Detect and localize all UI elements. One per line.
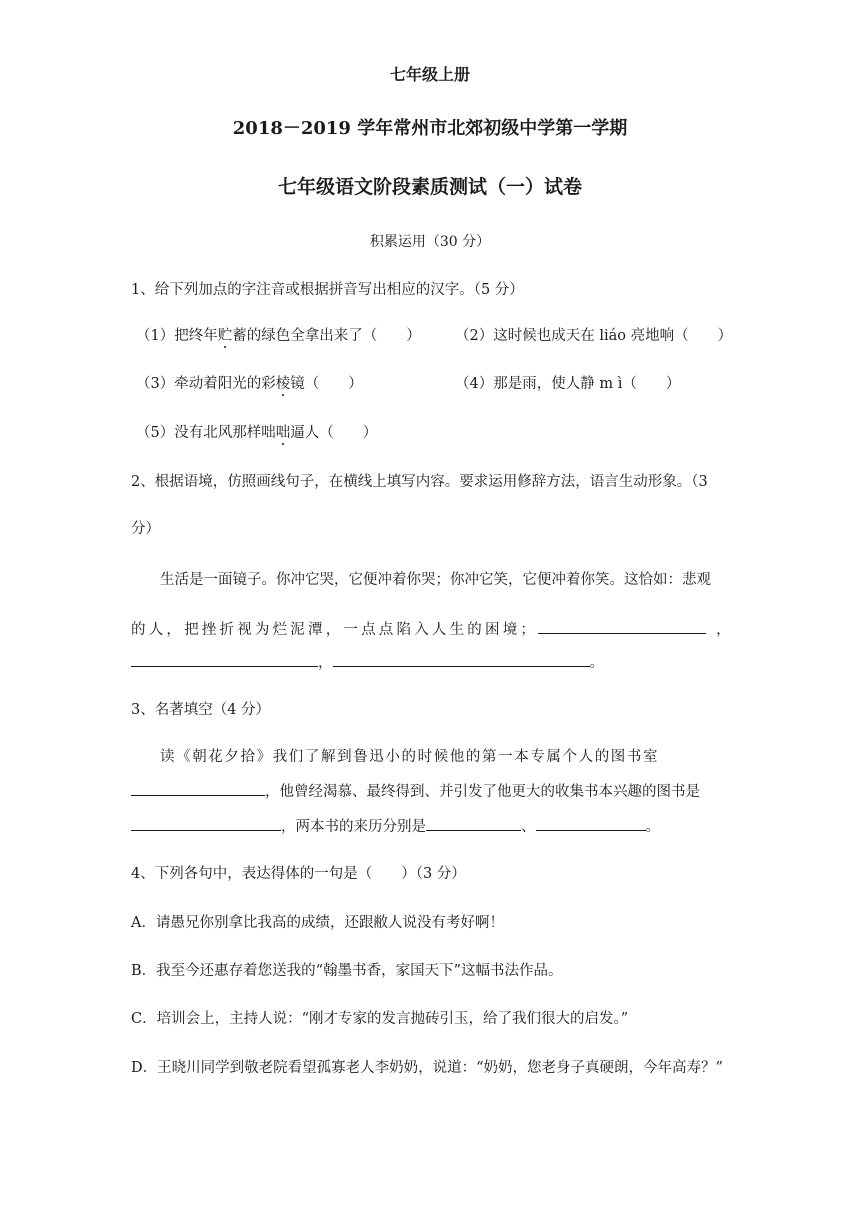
question-2-paragraph-2 [131,618,731,641]
exam-subtitle: 七年级语文阶段素质测试（一）试卷 [277,176,582,198]
punctuation: 。 [589,655,604,671]
question-3-stem: 3、名著填空（4 分） [131,702,271,718]
answer-blank[interactable] [333,651,590,667]
exam-title: 2018－2019 学年常州市北郊初级中学第一学期 [232,118,628,139]
question-1-item-5 [136,422,377,444]
question-3-paragraph-1 [160,746,659,768]
item-text: 逼人（ ） [290,425,378,441]
punctuation: ， [318,655,333,671]
question-2-paragraph-3 [131,651,604,674]
paragraph-text: ，两本书的来历分别是 [281,819,426,835]
question-1-item-4: （4）那是雨，使人静 m ì（ ） [455,376,681,392]
option-d: D．王晓川同学到敬老院看望孤寡老人李奶奶，说道：“奶奶，您老身子真硬朗，今年高寿？” [131,1060,723,1076]
answer-blank[interactable] [536,815,646,831]
grade-label: 七年级上册 [389,65,470,84]
question-2-paragraph-1: 生活是一面镜子。你冲它哭，它便冲着你哭；你冲它笑，它便冲着你笑。这恰如：悲观 [160,572,711,588]
question-3-paragraph-2 [131,780,700,803]
question-1-stem: 1、给下列加点的字注音或根据拼音写出相应的汉字。（5 分） [131,282,524,298]
punctuation: 、 [521,819,536,835]
item-text: 镜（ ） [290,376,363,392]
item-text: 蓄的绿色全拿出来了（ ） [232,328,421,344]
question-1-item-2: （2）这时候也成天在 liáo 亮地响（ ） [455,328,733,344]
punctuation: 。 [645,819,660,835]
item-text: （5）没有北风那样咄 [136,425,276,441]
question-2-stem-cont: 分） [131,521,160,537]
question-4-stem: 4、下列各句中，表达得体的一句是（ ）（3 分） [131,866,466,882]
punctuation: ， [716,622,731,638]
dotted-char: 咄 [275,425,291,441]
answer-blank[interactable] [131,815,281,831]
question-1-item-1 [136,325,421,347]
dotted-char: 贮 [217,328,233,344]
answer-blank[interactable] [131,780,265,796]
option-c: C．培训会上，主持人说：“刚才专家的发言抛砖引玉，给了我们很大的启发。” [131,1011,629,1027]
option-b: B．我至今还惠存着您送我的“翰墨书香，家国天下”这幅书法作品。 [131,963,563,979]
item-text: （1）把终年 [136,328,218,344]
question-1-item-3 [136,373,363,395]
dotted-char: 棱 [275,376,291,392]
question-3-paragraph-3 [131,815,660,838]
paragraph-text: ，他曾经渴慕、最终得到、并引发了他更大的收集书本兴趣的图书是 [265,784,700,800]
answer-blank[interactable] [426,815,521,831]
question-2-stem: 2、根据语境，仿照画线句子，在横线上填写内容。要求运用修辞方法，语言生动形象。（3 [131,474,708,490]
paragraph-text: 的人，把挫折视为烂泥潭，一点点陷入人生的困境； [131,622,539,638]
section-heading: 积累运用（30 分） [369,234,491,250]
answer-blank[interactable] [538,618,706,634]
answer-blank[interactable] [131,651,318,667]
item-text: （3）牵动着阳光的彩 [136,376,276,392]
option-a: A．请愚兄你别拿比我高的成绩，还跟敝人说没有考好啊！ [131,915,504,931]
paragraph-text: 读《朝花夕拾》我们了解到鲁迅小的时候他的第一本专属个人的图书室 [160,749,660,765]
